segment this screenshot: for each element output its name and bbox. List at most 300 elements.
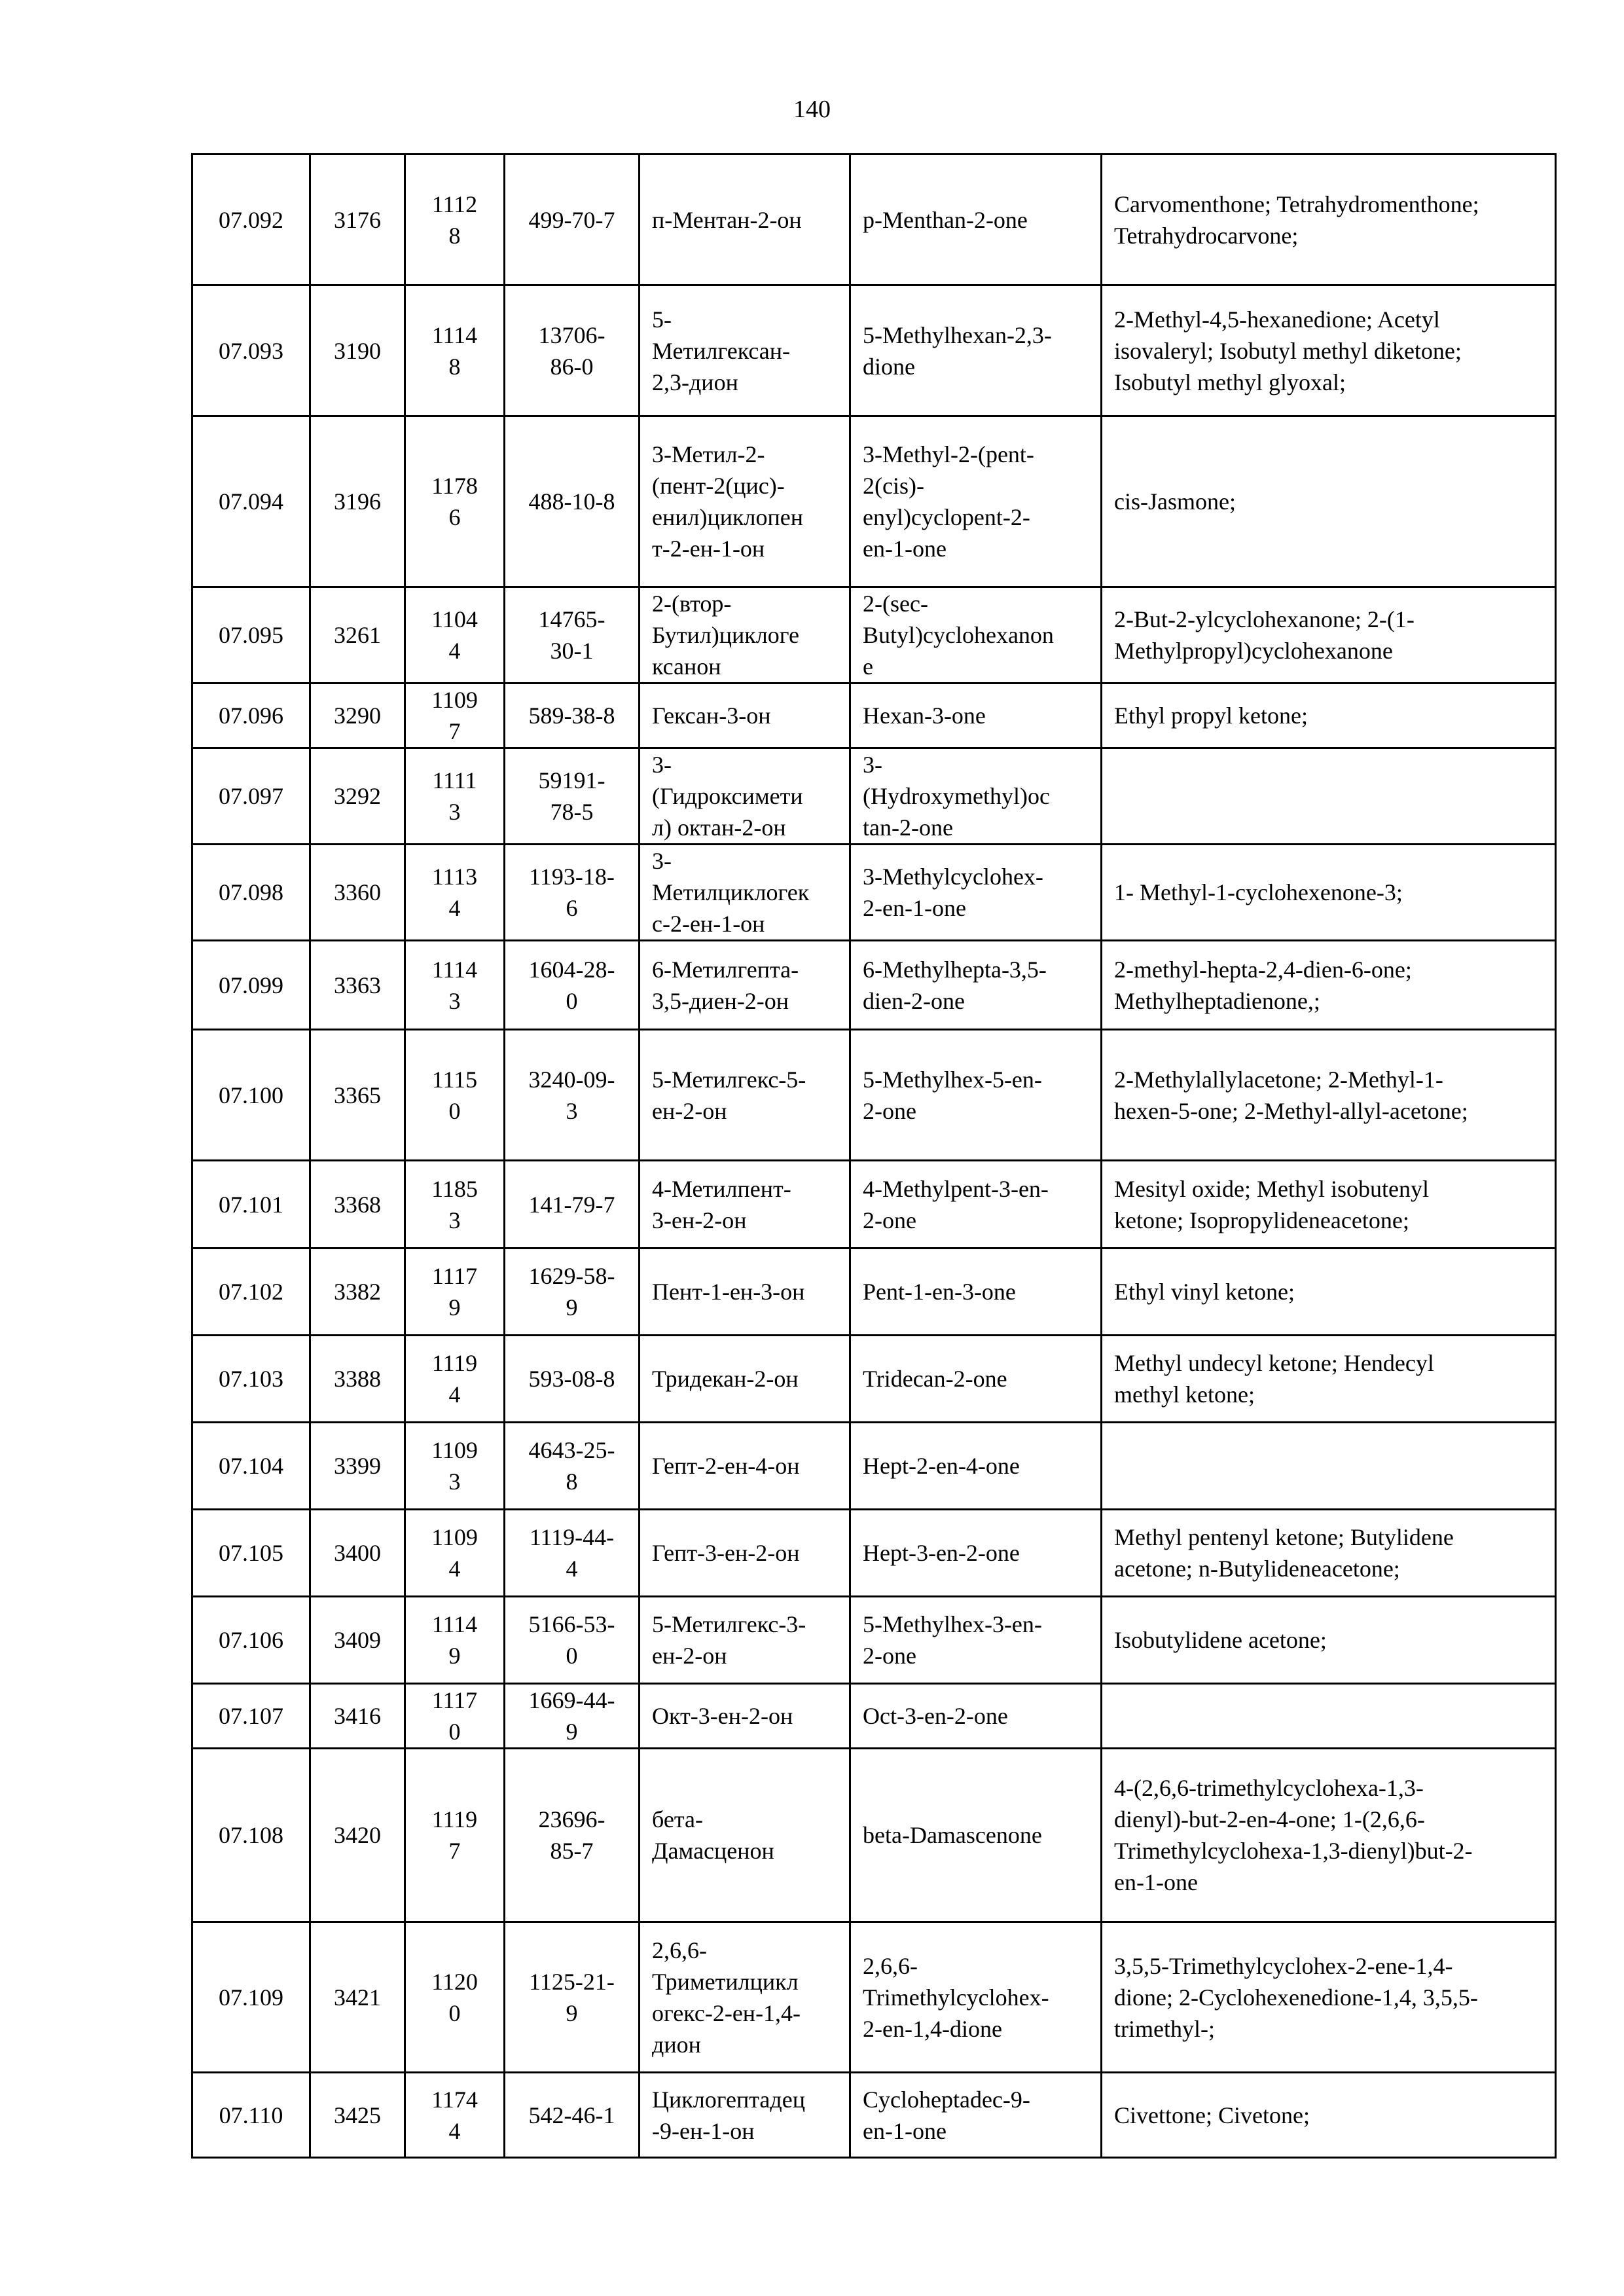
coe-number-line: 1114 <box>431 956 478 983</box>
russian-name-cell <box>640 1510 850 1597</box>
synonyms-line: dienyl)-but-2-en-4-one; 1-(2,6,6- <box>1114 1806 1425 1832</box>
cas-number-cell <box>505 1510 640 1597</box>
synonyms-cell <box>1102 1922 1556 2073</box>
fl-number-line: 07.097 <box>219 783 283 809</box>
cas-number-line: 488-10-8 <box>528 488 615 515</box>
coe-number-line: 1119 <box>431 1350 478 1376</box>
cas-number-line: 1604-28- <box>528 956 615 983</box>
flavouring-substances-table <box>191 153 1557 2159</box>
fema-number-cell <box>310 285 405 416</box>
coe-number-line: 9 <box>448 1294 461 1321</box>
english-name-line: dione <box>863 353 915 380</box>
fema-number-line: 3388 <box>334 1366 381 1392</box>
synonyms-line: Mesityl oxide; Methyl isobutenyl <box>1114 1175 1429 1202</box>
fema-number-cell <box>310 1248 405 1336</box>
fl-number-cell <box>192 1161 310 1248</box>
coe-number-cell <box>405 1161 505 1248</box>
russian-name-cell <box>640 1030 850 1161</box>
english-name-cell <box>850 1749 1102 1922</box>
fema-number-cell <box>310 1597 405 1684</box>
russian-name-cell <box>640 1922 850 2073</box>
cas-number-line: 499-70-7 <box>528 206 615 233</box>
russian-name-line: Гексан-3-он <box>652 702 771 729</box>
synonyms-line: 2-But-2-ylcyclohexanone; 2-(1- <box>1114 606 1415 632</box>
fema-number-cell <box>310 1510 405 1597</box>
cas-number-line: 6 <box>566 895 578 921</box>
table-row <box>192 845 1556 941</box>
fl-number-cell <box>192 1922 310 2073</box>
coe-number-line: 3 <box>448 1468 461 1495</box>
cas-number-cell <box>505 1336 640 1423</box>
russian-name-line: 5-Метилгекс-3- <box>652 1611 806 1637</box>
synonyms-cell <box>1102 1684 1556 1749</box>
russian-name-line: огекс-2-ен-1,4- <box>652 1999 801 2026</box>
fl-number-cell <box>192 941 310 1030</box>
fl-number-line: 07.098 <box>219 879 283 905</box>
english-name-cell <box>850 1161 1102 1248</box>
cas-number-line: 14765- <box>538 606 605 632</box>
english-name-line: 5-Methylhexan-2,3- <box>863 321 1052 348</box>
table-row <box>192 1597 1556 1684</box>
russian-name-line: енил)циклопен <box>652 504 803 530</box>
synonyms-cell <box>1102 1597 1556 1684</box>
synonyms-cell <box>1102 1423 1556 1510</box>
synonyms-cell <box>1102 1030 1556 1161</box>
russian-name-line: 3,5-диен-2-он <box>652 987 789 1014</box>
english-name-cell <box>850 155 1102 285</box>
coe-number-line: 0 <box>448 1719 461 1745</box>
english-name-line: Hept-2-en-4-one <box>863 1453 1020 1479</box>
coe-number-cell <box>405 845 505 941</box>
russian-name-line: 3- <box>652 752 672 778</box>
cas-number-line: 1125-21- <box>529 1968 615 1995</box>
fema-number-line: 3363 <box>334 972 381 998</box>
coe-number-line: 1109 <box>431 687 478 713</box>
english-name-line: Oct-3-en-2-one <box>863 1703 1008 1729</box>
cas-number-line: 1193-18- <box>529 864 615 890</box>
coe-number-cell <box>405 683 505 748</box>
table-row <box>192 285 1556 416</box>
coe-number-cell <box>405 416 505 587</box>
english-name-line: 6-Methylhepta-3,5- <box>863 956 1047 983</box>
english-name-line: enyl)cyclopent-2- <box>863 504 1030 530</box>
russian-name-line: с-2-ен-1-он <box>652 911 765 937</box>
synonyms-cell <box>1102 683 1556 748</box>
synonyms-line: 3,5,5-Trimethylcyclohex-2-ene-1,4- <box>1114 1952 1453 1979</box>
russian-name-line: бета- <box>652 1806 703 1832</box>
coe-number-line: 4 <box>448 1381 461 1408</box>
english-name-cell <box>850 587 1102 683</box>
english-name-cell <box>850 1922 1102 2073</box>
cas-number-line: 542-46-1 <box>528 2102 615 2128</box>
coe-number-cell <box>405 1336 505 1423</box>
fl-number-cell <box>192 155 310 285</box>
fema-number-line: 3400 <box>334 1540 381 1566</box>
english-name-line: 4-Methylpent-3-en- <box>863 1175 1049 1202</box>
fema-number-line: 3261 <box>334 622 381 648</box>
synonyms-cell <box>1102 1161 1556 1248</box>
coe-number-cell <box>405 941 505 1030</box>
coe-number-line: 1114 <box>431 1611 478 1637</box>
fema-number-line: 3409 <box>334 1627 381 1653</box>
russian-name-line: 3-ен-2-он <box>652 1207 747 1233</box>
fl-number-line: 07.105 <box>219 1540 283 1566</box>
coe-number-line: 9 <box>448 1643 461 1669</box>
russian-name-line: дион <box>652 2031 701 2058</box>
russian-name-line: Гепт-2-ен-4-он <box>652 1453 800 1479</box>
cas-number-line: 13706- <box>538 321 605 348</box>
english-name-line: 2-one <box>863 1097 916 1124</box>
cas-number-cell <box>505 1597 640 1684</box>
english-name-line: Hept-3-en-2-one <box>863 1540 1020 1566</box>
russian-name-line: 2,3-дион <box>652 369 738 395</box>
cas-number-cell <box>505 1684 640 1749</box>
coe-number-line: 4 <box>448 1556 461 1582</box>
fema-number-line: 3292 <box>334 783 381 809</box>
table-body <box>192 155 1556 2158</box>
english-name-cell <box>850 1684 1102 1749</box>
coe-number-line: 4 <box>448 895 461 921</box>
fema-number-line: 3399 <box>334 1453 381 1479</box>
fl-number-cell <box>192 748 310 845</box>
fema-number-cell <box>310 1336 405 1423</box>
russian-name-cell <box>640 416 850 587</box>
coe-number-line: 3 <box>448 1207 461 1233</box>
cas-number-cell <box>505 1030 640 1161</box>
cas-number-line: 59191- <box>538 767 605 793</box>
coe-number-cell <box>405 285 505 416</box>
synonyms-cell <box>1102 416 1556 587</box>
synonyms-line: isovaleryl; Isobutyl methyl diketone; <box>1114 337 1462 364</box>
cas-number-cell <box>505 1248 640 1336</box>
fl-number-line: 07.107 <box>219 1703 283 1729</box>
fema-number-cell <box>310 416 405 587</box>
english-name-line: Trimethylcyclohex- <box>863 1984 1049 2011</box>
russian-name-cell <box>640 1248 850 1336</box>
synonyms-cell <box>1102 587 1556 683</box>
table-row <box>192 1248 1556 1336</box>
russian-name-line: т-2-ен-1-он <box>652 536 765 562</box>
cas-number-cell <box>505 941 640 1030</box>
english-name-line: 2-one <box>863 1643 916 1669</box>
synonyms-line: hexen-5-one; 2-Methyl-allyl-acetone; <box>1114 1097 1468 1124</box>
coe-number-cell <box>405 1248 505 1336</box>
fema-number-cell <box>310 683 405 748</box>
russian-name-cell <box>640 1597 850 1684</box>
russian-name-line: Тридекан-2-он <box>652 1366 799 1392</box>
synonyms-line: 2-Methyl-4,5-hexanedione; Acetyl <box>1114 306 1440 333</box>
russian-name-cell <box>640 748 850 845</box>
cas-number-cell <box>505 587 640 683</box>
coe-number-line: 1112 <box>431 191 478 217</box>
english-name-cell <box>850 1597 1102 1684</box>
synonyms-line: Trimethylcyclohexa-1,3-dienyl)but-2- <box>1114 1838 1473 1864</box>
coe-number-line: 1185 <box>431 1175 478 1202</box>
fl-number-line: 07.103 <box>219 1366 283 1392</box>
fl-number-line: 07.104 <box>219 1453 283 1479</box>
synonyms-line: Tetrahydrocarvone; <box>1114 222 1299 249</box>
english-name-line: beta-Damascenone <box>863 1822 1042 1848</box>
cas-number-cell <box>505 1749 640 1922</box>
cas-number-line: 3 <box>566 1097 578 1124</box>
russian-name-line: Дамасценон <box>652 1838 774 1864</box>
coe-number-line: 1114 <box>431 321 478 348</box>
cas-number-line: 0 <box>566 1643 578 1669</box>
table-row <box>192 587 1556 683</box>
english-name-cell <box>850 1030 1102 1161</box>
fema-number-cell <box>310 1749 405 1922</box>
fema-number-cell <box>310 2073 405 2158</box>
coe-number-line: 1119 <box>431 1806 478 1832</box>
fl-number-line: 07.102 <box>219 1279 283 1305</box>
synonyms-line: Civettone; Civetone; <box>1114 2102 1310 2128</box>
fema-number-line: 3420 <box>334 1822 381 1848</box>
table-row <box>192 1423 1556 1510</box>
coe-number-line: 8 <box>448 222 461 249</box>
fema-number-cell <box>310 1922 405 2073</box>
synonyms-line: Methyl pentenyl ketone; Butylidene <box>1114 1524 1454 1550</box>
russian-name-line: 2,6,6- <box>652 1937 707 1963</box>
english-name-line: 2-en-1,4-dione <box>863 2015 1002 2042</box>
synonyms-cell <box>1102 155 1556 285</box>
fema-number-line: 3382 <box>334 1279 381 1305</box>
english-name-cell <box>850 416 1102 587</box>
coe-number-line: 4 <box>448 638 461 664</box>
synonyms-line: Methyl undecyl ketone; Hendecyl <box>1114 1350 1434 1376</box>
fl-number-line: 07.096 <box>219 702 283 729</box>
synonyms-cell <box>1102 748 1556 845</box>
russian-name-line: Окт-3-ен-2-он <box>652 1703 793 1729</box>
synonyms-cell <box>1102 845 1556 941</box>
cas-number-line: 23696- <box>538 1806 605 1832</box>
fema-number-cell <box>310 587 405 683</box>
coe-number-cell <box>405 1030 505 1161</box>
fl-number-cell <box>192 845 310 941</box>
fema-number-cell <box>310 941 405 1030</box>
english-name-line: 2-one <box>863 1207 916 1233</box>
cas-number-line: 589-38-8 <box>528 702 615 729</box>
coe-number-line: 8 <box>448 353 461 380</box>
russian-name-line: -9-ен-1-он <box>652 2117 755 2144</box>
fema-number-line: 3416 <box>334 1703 381 1729</box>
english-name-line: (Hydroxymethyl)oc <box>863 783 1050 809</box>
cas-number-cell <box>505 416 640 587</box>
english-name-line: 2-(sec- <box>863 591 928 617</box>
coe-number-line: 3 <box>448 799 461 825</box>
russian-name-line: Метилциклогек <box>652 879 810 905</box>
table-row <box>192 2073 1556 2158</box>
fl-number-line: 07.106 <box>219 1627 283 1653</box>
russian-name-cell <box>640 587 850 683</box>
fema-number-cell <box>310 1030 405 1161</box>
english-name-line: tan-2-one <box>863 814 953 841</box>
table-row <box>192 1749 1556 1922</box>
coe-number-line: 1174 <box>431 2086 478 2113</box>
synonyms-line: Isobutyl methyl glyoxal; <box>1114 369 1346 395</box>
russian-name-line: (Гидроксимети <box>652 783 803 809</box>
table-row <box>192 1922 1556 2073</box>
english-name-line: 3-Methylcyclohex- <box>863 864 1043 890</box>
russian-name-line: Бутил)циклоге <box>652 622 799 648</box>
english-name-line: 3-Methyl-2-(pent- <box>863 441 1034 467</box>
coe-number-line: 1178 <box>431 473 478 499</box>
table-row <box>192 941 1556 1030</box>
fl-number-cell <box>192 587 310 683</box>
russian-name-cell <box>640 941 850 1030</box>
cas-number-line: 1629-58- <box>528 1263 615 1289</box>
synonyms-line: Ethyl propyl ketone; <box>1114 702 1308 729</box>
english-name-line: Butyl)cyclohexanon <box>863 622 1054 648</box>
synonyms-line: 4-(2,6,6-trimethylcyclohexa-1,3- <box>1114 1775 1424 1801</box>
fema-number-line: 3290 <box>334 702 381 729</box>
table-row <box>192 1030 1556 1161</box>
russian-name-cell <box>640 845 850 941</box>
english-name-line: e <box>863 653 873 680</box>
synonyms-line: Methylheptadienone,; <box>1114 987 1320 1014</box>
fema-number-cell <box>310 748 405 845</box>
english-name-line: 2(cis)- <box>863 473 924 499</box>
fl-number-cell <box>192 1510 310 1597</box>
russian-name-line: 6-Метилгепта- <box>652 956 799 983</box>
russian-name-cell <box>640 1749 850 1922</box>
english-name-line: Cycloheptadec-9- <box>863 2086 1030 2113</box>
cas-number-line: 3240-09- <box>528 1066 615 1093</box>
cas-number-cell <box>505 2073 640 2158</box>
coe-number-cell <box>405 1684 505 1749</box>
english-name-line: en-1-one <box>863 2117 947 2144</box>
coe-number-line: 1109 <box>431 1437 478 1463</box>
table-row <box>192 1161 1556 1248</box>
fl-number-cell <box>192 683 310 748</box>
synonyms-cell <box>1102 1336 1556 1423</box>
english-name-line: 2-en-1-one <box>863 895 966 921</box>
english-name-line: 2,6,6- <box>863 1952 918 1979</box>
russian-name-line: Пент-1-ен-3-он <box>652 1279 805 1305</box>
table-row <box>192 1336 1556 1423</box>
english-name-line: dien-2-one <box>863 987 965 1014</box>
russian-name-cell <box>640 1161 850 1248</box>
cas-number-line: 0 <box>566 987 578 1014</box>
russian-name-cell <box>640 683 850 748</box>
coe-number-line: 3 <box>448 987 461 1014</box>
table-row <box>192 1684 1556 1749</box>
coe-number-cell <box>405 1423 505 1510</box>
cas-number-cell <box>505 845 640 941</box>
cas-number-line: 9 <box>566 1999 578 2026</box>
synonyms-line: trimethyl-; <box>1114 2015 1215 2042</box>
fl-number-line: 07.100 <box>219 1082 283 1108</box>
table-row <box>192 683 1556 748</box>
russian-name-line: ен-2-он <box>652 1097 727 1124</box>
synonyms-cell <box>1102 1510 1556 1597</box>
cas-number-line: 30-1 <box>550 638 594 664</box>
synonyms-line: acetone; n-Butylideneacetone; <box>1114 1556 1400 1582</box>
english-name-line: 3- <box>863 752 882 778</box>
fl-number-line: 07.101 <box>219 1191 283 1218</box>
russian-name-cell <box>640 2073 850 2158</box>
fl-number-line: 07.093 <box>219 337 283 364</box>
russian-name-line: 5-Метилгекс-5- <box>652 1066 806 1093</box>
english-name-cell <box>850 285 1102 416</box>
cas-number-cell <box>505 748 640 845</box>
cas-number-line: 4 <box>566 1556 578 1582</box>
fema-number-line: 3368 <box>334 1191 381 1218</box>
synonyms-line: dione; 2-Cyclohexenedione-1,4, 3,5,5- <box>1114 1984 1478 2011</box>
cas-number-line: 8 <box>566 1468 578 1495</box>
fema-number-line: 3190 <box>334 337 381 364</box>
synonyms-line: Carvomenthone; Tetrahydromenthone; <box>1114 191 1479 217</box>
english-name-line: Pent-1-en-3-one <box>863 1279 1016 1305</box>
fema-number-line: 3425 <box>334 2102 381 2128</box>
coe-number-line: 7 <box>448 718 461 744</box>
synonyms-line: methyl ketone; <box>1114 1381 1255 1408</box>
fl-number-line: 07.094 <box>219 488 283 515</box>
cas-number-line: 141-79-7 <box>528 1191 615 1218</box>
english-name-cell <box>850 2073 1102 2158</box>
cas-number-cell <box>505 1161 640 1248</box>
table-row <box>192 748 1556 845</box>
synonyms-cell <box>1102 941 1556 1030</box>
english-name-cell <box>850 683 1102 748</box>
fema-number-cell <box>310 155 405 285</box>
russian-name-cell <box>640 1336 850 1423</box>
fl-number-cell <box>192 1749 310 1922</box>
english-name-line: Hexan-3-one <box>863 702 986 729</box>
russian-name-cell <box>640 285 850 416</box>
russian-name-cell <box>640 155 850 285</box>
cas-number-line: 9 <box>566 1719 578 1745</box>
cas-number-line: 1669-44- <box>528 1687 615 1713</box>
fl-number-line: 07.092 <box>219 206 283 233</box>
english-name-cell <box>850 1423 1102 1510</box>
fl-number-cell <box>192 1336 310 1423</box>
synonyms-line: 2-Methylallylacetone; 2-Methyl-1- <box>1114 1066 1443 1093</box>
cas-number-line: 78-5 <box>550 799 594 825</box>
russian-name-line: (пент-2(цис)- <box>652 473 785 499</box>
english-name-cell <box>850 748 1102 845</box>
synonyms-line: 1- Methyl-1-cyclohexenone-3; <box>1114 879 1403 905</box>
coe-number-cell <box>405 587 505 683</box>
russian-name-line: ен-2-он <box>652 1643 727 1669</box>
fl-number-line: 07.110 <box>219 2102 283 2128</box>
cas-number-cell <box>505 155 640 285</box>
russian-name-line: Метилгексан- <box>652 337 790 364</box>
synonyms-line: en-1-one <box>1114 1869 1198 1895</box>
fl-number-cell <box>192 1248 310 1336</box>
russian-name-line: Гепт-3-ен-2-он <box>652 1540 800 1566</box>
synonyms-cell <box>1102 1248 1556 1336</box>
coe-number-line: 4 <box>448 2117 461 2144</box>
english-name-line: 5-Methylhex-5-en- <box>863 1066 1042 1093</box>
synonyms-cell <box>1102 1749 1556 1922</box>
coe-number-line: 0 <box>448 1999 461 2026</box>
cas-number-line: 593-08-8 <box>528 1366 615 1392</box>
english-name-cell <box>850 1510 1102 1597</box>
cas-number-cell <box>505 1922 640 2073</box>
table-row <box>192 1510 1556 1597</box>
coe-number-line: 1109 <box>431 1524 478 1550</box>
cas-number-cell <box>505 285 640 416</box>
cas-number-line: 86-0 <box>550 353 594 380</box>
coe-number-line: 1120 <box>431 1968 478 1995</box>
russian-name-line: 3-Метил-2- <box>652 441 765 467</box>
coe-number-cell <box>405 748 505 845</box>
fema-number-line: 3365 <box>334 1082 381 1108</box>
fema-number-cell <box>310 845 405 941</box>
fema-number-line: 3421 <box>334 1984 381 2011</box>
coe-number-cell <box>405 155 505 285</box>
fl-number-line: 07.099 <box>219 972 283 998</box>
